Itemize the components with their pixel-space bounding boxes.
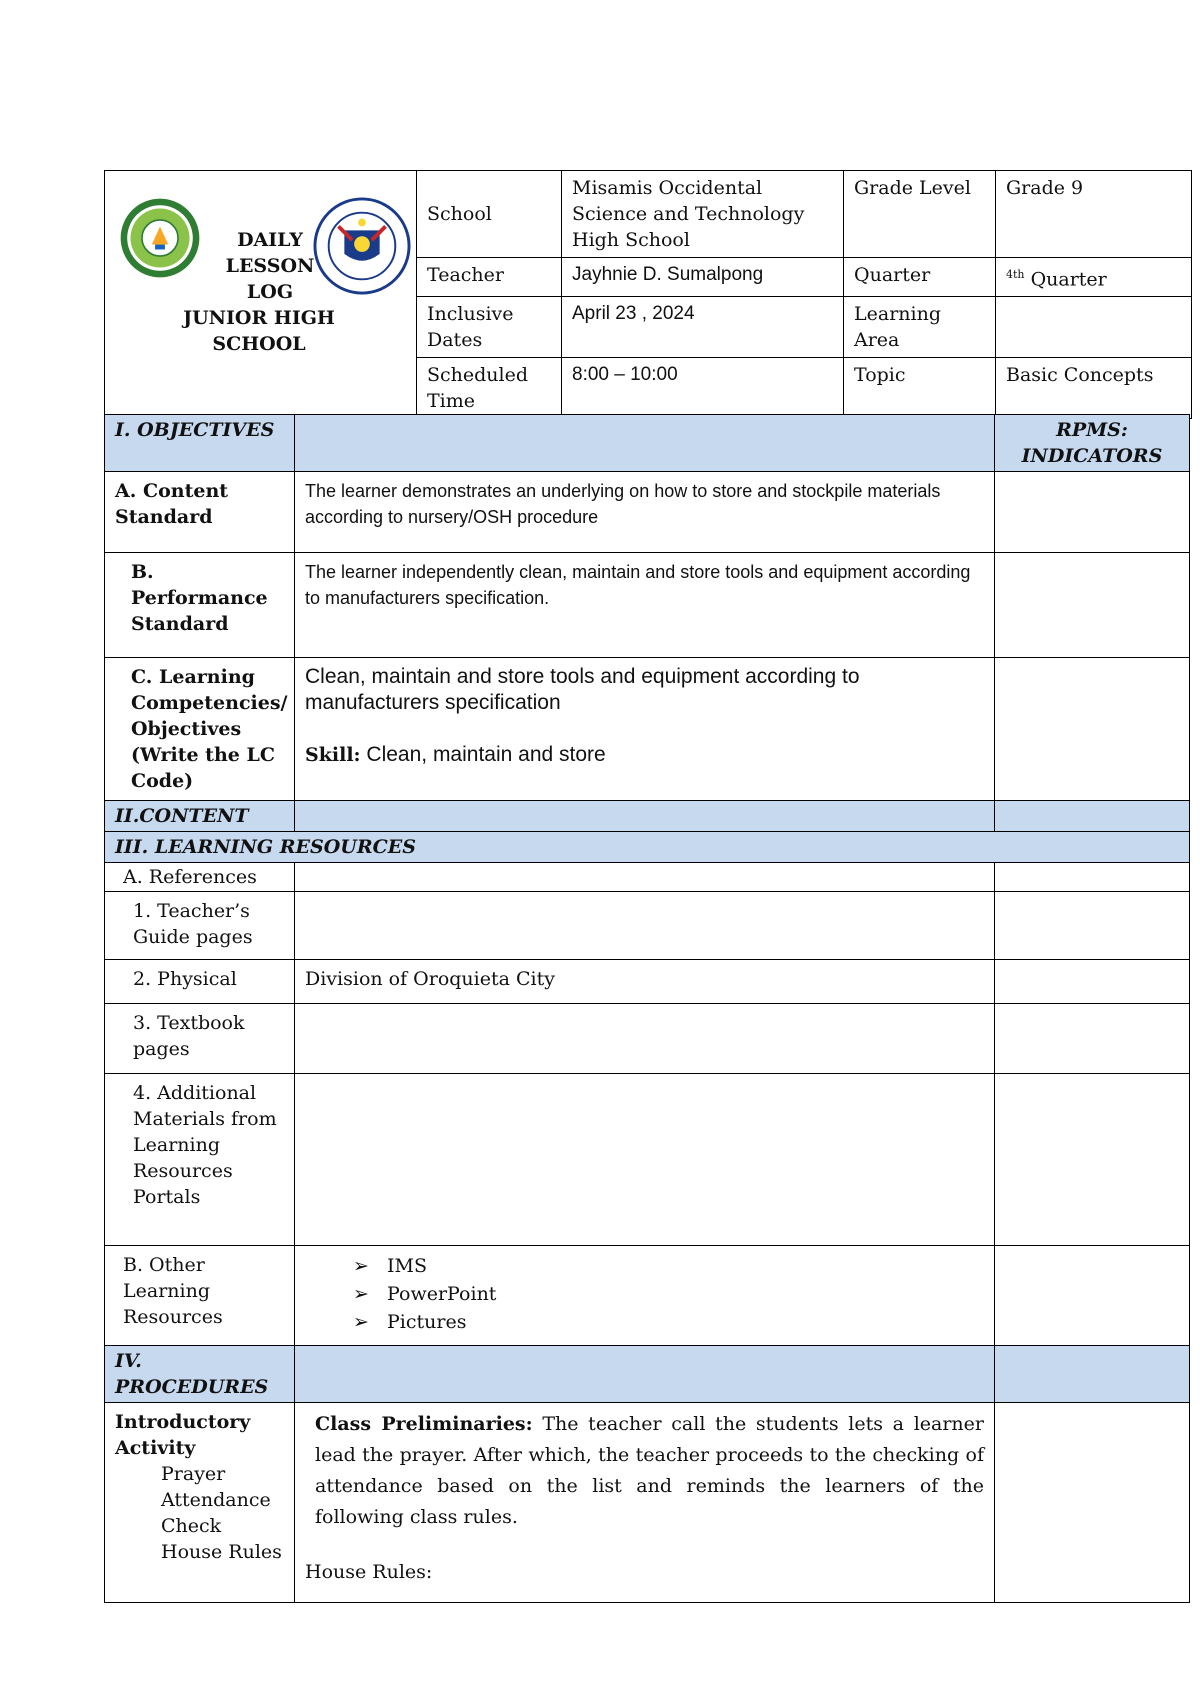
learning-competencies-label: C. Learning Competencies/ Objectives (Write the LC Code) bbox=[105, 658, 295, 801]
rpms-indicators-heading: RPMS: INDICATORS bbox=[995, 415, 1190, 472]
school-seal-icon bbox=[119, 197, 201, 279]
additional-materials-value bbox=[295, 1074, 995, 1246]
procedures-heading-blank bbox=[295, 1346, 995, 1403]
learning-resources-heading: III. LEARNING RESOURCES bbox=[105, 832, 1190, 863]
lesson-table bbox=[104, 414, 1190, 1603]
teachers-guide-value bbox=[295, 892, 995, 960]
competency-text: Clean, maintain and store tools and equipment according to manufacturers specification bbox=[305, 665, 860, 714]
objectives-heading-blank bbox=[295, 415, 995, 472]
content-heading-blank bbox=[295, 801, 995, 832]
procedures-heading-rpms bbox=[995, 1346, 1190, 1403]
performance-standard-rpms bbox=[995, 553, 1190, 658]
skill-line: Skill: Clean, maintain and store bbox=[305, 743, 606, 766]
school-value: Misamis Occidental Science and Technology High School bbox=[562, 171, 844, 258]
school-label: School bbox=[417, 171, 562, 258]
scheduled-time-value: 8:00 – 10:00 bbox=[562, 358, 844, 419]
teacher-label: Teacher bbox=[417, 258, 562, 297]
deped-seal-icon bbox=[313, 197, 411, 295]
other-resources-rpms bbox=[995, 1246, 1190, 1346]
list-item: ➢ Pictures bbox=[353, 1308, 984, 1336]
grade-level-value: Grade 9 bbox=[996, 171, 1192, 258]
teachers-guide-rpms bbox=[995, 892, 1190, 960]
quarter-value: $^{4th}$ Quarter bbox=[996, 258, 1192, 297]
inclusive-dates-label: Inclusive Dates bbox=[417, 297, 562, 358]
scheduled-time-label: Scheduled Time bbox=[417, 358, 562, 419]
learning-area-value bbox=[996, 297, 1192, 358]
quarter-label: Quarter bbox=[844, 258, 996, 297]
topic-value: Basic Concepts bbox=[996, 358, 1192, 419]
introductory-activity-rpms bbox=[995, 1403, 1190, 1603]
header-table bbox=[104, 170, 1192, 419]
textbook-pages-rpms bbox=[995, 1004, 1190, 1074]
intro-sub-prayer: Prayer bbox=[161, 1463, 226, 1485]
textbook-pages-label: 3. Textbook pages bbox=[105, 1004, 295, 1074]
arrow-bullet-icon: ➢ bbox=[353, 1283, 369, 1305]
content-standard-text: The learner demonstrates an underlying on how to store and stockpile materials according to nursery/OSH procedure bbox=[295, 472, 995, 553]
procedures-heading: IV. PROCEDURES bbox=[105, 1346, 295, 1403]
learning-area-label: Learning Area bbox=[844, 297, 996, 358]
references-label: A. References bbox=[105, 863, 295, 892]
references-rpms bbox=[995, 863, 1190, 892]
grade-level-label: Grade Level bbox=[844, 171, 996, 258]
performance-standard-text: The learner independently clean, maintain and store tools and equipment according to manufacturers specification. bbox=[295, 553, 995, 658]
list-item: ➢ PowerPoint bbox=[353, 1280, 984, 1308]
intro-sub-attendance: Attendance Check bbox=[161, 1489, 271, 1537]
introductory-activity-label: Introductory Activity bbox=[115, 1411, 251, 1459]
class-preliminaries-cell bbox=[295, 1403, 995, 1603]
performance-standard-label: B. Performance Standard bbox=[105, 553, 295, 658]
teachers-guide-label: 1. Teacher’s Guide pages bbox=[105, 892, 295, 960]
content-heading: II.CONTENT bbox=[105, 801, 295, 832]
objectives-heading: I. OBJECTIVES bbox=[105, 415, 295, 472]
additional-materials-rpms bbox=[995, 1074, 1190, 1246]
textbook-pages-value bbox=[295, 1004, 995, 1074]
introductory-activity-cell bbox=[105, 1403, 295, 1603]
content-standard-rpms bbox=[995, 472, 1190, 553]
content-heading-rpms bbox=[995, 801, 1190, 832]
intro-sub-house-rules: House Rules bbox=[161, 1541, 282, 1563]
inclusive-dates-value: April 23 , 2024 bbox=[562, 297, 844, 358]
physical-label: 2. Physical bbox=[105, 960, 295, 1004]
arrow-bullet-icon: ➢ bbox=[353, 1255, 369, 1277]
logo-block bbox=[105, 171, 417, 419]
references-value bbox=[295, 863, 995, 892]
physical-value: Division of Oroquieta City bbox=[295, 960, 995, 1004]
other-resources-label: B. Other Learning Resources bbox=[105, 1246, 295, 1346]
class-preliminaries-text: Class Preliminaries: The teacher call the students lets a learner lead the prayer. After which, the teacher proceeds to the checking of attendance based on the list and reminds the learners of the following class rules. bbox=[315, 1413, 984, 1528]
arrow-bullet-icon: ➢ bbox=[353, 1311, 369, 1333]
additional-materials-label: 4. Additional Materials from Learning Resources Portals bbox=[105, 1074, 295, 1246]
other-resources-list bbox=[295, 1246, 995, 1346]
physical-rpms bbox=[995, 960, 1190, 1004]
house-rules-label: House Rules: bbox=[305, 1561, 433, 1583]
junior-high-school-label: JUNIOR HIGH SCHOOL bbox=[183, 307, 335, 355]
dll-title: DAILY LESSON LOG bbox=[225, 229, 315, 303]
content-standard-label: A. Content Standard bbox=[105, 472, 295, 553]
learning-competencies-text bbox=[295, 658, 995, 801]
teacher-value: Jayhnie D. Sumalpong bbox=[562, 258, 844, 297]
topic-label: Topic bbox=[844, 358, 996, 419]
learning-competencies-rpms bbox=[995, 658, 1190, 801]
list-item: ➢ IMS bbox=[353, 1252, 984, 1280]
